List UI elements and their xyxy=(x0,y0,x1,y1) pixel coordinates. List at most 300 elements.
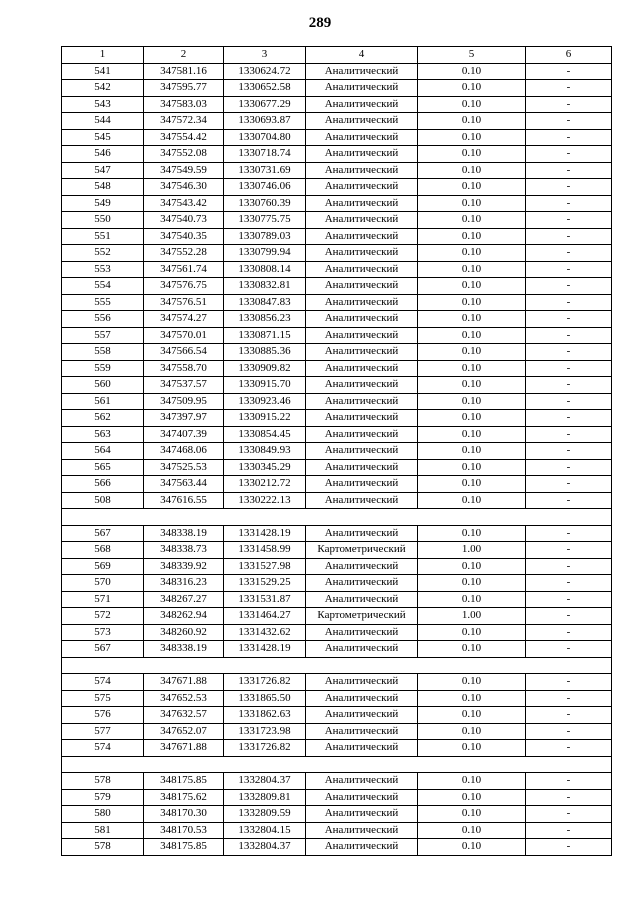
cell-col-2: 347652.53 xyxy=(144,690,224,707)
cell-col-1: 542 xyxy=(62,80,144,97)
cell-col-4: Аналитический xyxy=(306,63,418,80)
header-row xyxy=(62,47,612,64)
cell-col-5: 0.10 xyxy=(418,377,526,394)
cell-col-3: 1331529.25 xyxy=(224,575,306,592)
cell-col-3: 1331723.98 xyxy=(224,723,306,740)
cell-col-2: 347546.30 xyxy=(144,179,224,196)
table-row xyxy=(62,377,612,394)
cell-col-1: 543 xyxy=(62,96,144,113)
cell-col-1: 579 xyxy=(62,789,144,806)
cell-col-6: - xyxy=(526,179,612,196)
cell-col-1: 562 xyxy=(62,410,144,427)
cell-col-5: 0.10 xyxy=(418,410,526,427)
cell-col-2: 347537.57 xyxy=(144,377,224,394)
cell-col-2: 347554.42 xyxy=(144,129,224,146)
cell-col-6: - xyxy=(526,641,612,658)
cell-col-5: 0.10 xyxy=(418,344,526,361)
cell-col-3: 1331428.19 xyxy=(224,525,306,542)
cell-col-5: 0.10 xyxy=(418,212,526,229)
cell-col-3: 1330693.87 xyxy=(224,113,306,130)
cell-col-5: 0.10 xyxy=(418,789,526,806)
cell-col-5: 1.00 xyxy=(418,542,526,559)
cell-col-2: 347570.01 xyxy=(144,327,224,344)
cell-col-5: 0.10 xyxy=(418,245,526,262)
cell-col-2: 347549.59 xyxy=(144,162,224,179)
table-row xyxy=(62,162,612,179)
cell-col-2: 348175.62 xyxy=(144,789,224,806)
cell-col-5: 0.10 xyxy=(418,525,526,542)
cell-col-5: 0.10 xyxy=(418,80,526,97)
separator-cell xyxy=(62,756,612,773)
cell-col-3: 1331865.50 xyxy=(224,690,306,707)
cell-col-5: 0.10 xyxy=(418,294,526,311)
cell-col-1: 571 xyxy=(62,591,144,608)
cell-col-2: 347397.97 xyxy=(144,410,224,427)
cell-col-5: 0.10 xyxy=(418,459,526,476)
table-row xyxy=(62,278,612,295)
cell-col-5: 0.10 xyxy=(418,443,526,460)
cell-col-6: - xyxy=(526,146,612,163)
table-row xyxy=(62,113,612,130)
cell-col-1: 547 xyxy=(62,162,144,179)
cell-col-2: 348339.92 xyxy=(144,558,224,575)
cell-col-5: 0.10 xyxy=(418,839,526,856)
table-row xyxy=(62,63,612,80)
table-row xyxy=(62,624,612,641)
column-header-5: 5 xyxy=(418,47,526,64)
cell-col-3: 1332804.37 xyxy=(224,839,306,856)
column-header-1: 1 xyxy=(62,47,144,64)
cell-col-6: - xyxy=(526,113,612,130)
cell-col-2: 347407.39 xyxy=(144,426,224,443)
cell-col-2: 348338.19 xyxy=(144,525,224,542)
cell-col-6: - xyxy=(526,311,612,328)
cell-col-2: 347595.77 xyxy=(144,80,224,97)
cell-col-6: - xyxy=(526,558,612,575)
cell-col-6: - xyxy=(526,542,612,559)
cell-col-3: 1331527.98 xyxy=(224,558,306,575)
cell-col-3: 1330789.03 xyxy=(224,228,306,245)
cell-col-1: 564 xyxy=(62,443,144,460)
cell-col-1: 574 xyxy=(62,674,144,691)
cell-col-4: Аналитический xyxy=(306,773,418,790)
cell-col-1: 573 xyxy=(62,624,144,641)
cell-col-6: - xyxy=(526,707,612,724)
table-row xyxy=(62,80,612,97)
table-row xyxy=(62,311,612,328)
cell-col-1: 569 xyxy=(62,558,144,575)
cell-col-4: Аналитический xyxy=(306,245,418,262)
cell-col-2: 348262.94 xyxy=(144,608,224,625)
cell-col-2: 348175.85 xyxy=(144,773,224,790)
cell-col-3: 1331432.62 xyxy=(224,624,306,641)
cell-col-6: - xyxy=(526,476,612,493)
cell-col-3: 1332809.81 xyxy=(224,789,306,806)
cell-col-3: 1330677.29 xyxy=(224,96,306,113)
separator-cell xyxy=(62,509,612,526)
cell-col-5: 0.10 xyxy=(418,773,526,790)
cell-col-4: Аналитический xyxy=(306,360,418,377)
cell-col-3: 1330775.75 xyxy=(224,212,306,229)
cell-col-5: 0.10 xyxy=(418,806,526,823)
table-row xyxy=(62,542,612,559)
cell-col-4: Аналитический xyxy=(306,591,418,608)
cell-col-3: 1330624.72 xyxy=(224,63,306,80)
cell-col-4: Аналитический xyxy=(306,426,418,443)
cell-col-6: - xyxy=(526,806,612,823)
table-row xyxy=(62,740,612,757)
cell-col-3: 1330808.14 xyxy=(224,261,306,278)
cell-col-2: 347543.42 xyxy=(144,195,224,212)
cell-col-1: 550 xyxy=(62,212,144,229)
separator-cell xyxy=(62,657,612,674)
cell-col-2: 347572.34 xyxy=(144,113,224,130)
cell-col-6: - xyxy=(526,674,612,691)
cell-col-5: 0.10 xyxy=(418,261,526,278)
cell-col-6: - xyxy=(526,773,612,790)
cell-col-6: - xyxy=(526,723,612,740)
table-row xyxy=(62,773,612,790)
cell-col-1: 576 xyxy=(62,707,144,724)
cell-col-3: 1330915.70 xyxy=(224,377,306,394)
column-header-6: 6 xyxy=(526,47,612,64)
cell-col-6: - xyxy=(526,839,612,856)
table-row xyxy=(62,228,612,245)
cell-col-5: 0.10 xyxy=(418,162,526,179)
cell-col-3: 1330652.58 xyxy=(224,80,306,97)
cell-col-6: - xyxy=(526,624,612,641)
cell-col-1: 565 xyxy=(62,459,144,476)
cell-col-4: Аналитический xyxy=(306,707,418,724)
cell-col-2: 348170.53 xyxy=(144,822,224,839)
cell-col-1: 544 xyxy=(62,113,144,130)
cell-col-5: 0.10 xyxy=(418,476,526,493)
cell-col-6: - xyxy=(526,245,612,262)
cell-col-6: - xyxy=(526,690,612,707)
cell-col-1: 541 xyxy=(62,63,144,80)
cell-col-3: 1330222.13 xyxy=(224,492,306,509)
cell-col-6: - xyxy=(526,212,612,229)
cell-col-2: 347574.27 xyxy=(144,311,224,328)
cell-col-5: 0.10 xyxy=(418,327,526,344)
cell-col-4: Аналитический xyxy=(306,146,418,163)
cell-col-1: 560 xyxy=(62,377,144,394)
cell-col-3: 1330909.82 xyxy=(224,360,306,377)
table-row xyxy=(62,476,612,493)
cell-col-2: 347509.95 xyxy=(144,393,224,410)
table-row xyxy=(62,459,612,476)
cell-col-5: 0.10 xyxy=(418,558,526,575)
cell-col-4: Аналитический xyxy=(306,212,418,229)
cell-col-1: 558 xyxy=(62,344,144,361)
table-row xyxy=(62,96,612,113)
cell-col-5: 0.10 xyxy=(418,723,526,740)
cell-col-1: 570 xyxy=(62,575,144,592)
cell-col-2: 347652.07 xyxy=(144,723,224,740)
cell-col-3: 1330731.69 xyxy=(224,162,306,179)
cell-col-6: - xyxy=(526,393,612,410)
cell-col-4: Аналитический xyxy=(306,558,418,575)
cell-col-2: 347552.28 xyxy=(144,245,224,262)
cell-col-1: 566 xyxy=(62,476,144,493)
cell-col-1: 557 xyxy=(62,327,144,344)
cell-col-4: Аналитический xyxy=(306,278,418,295)
cell-col-5: 0.10 xyxy=(418,690,526,707)
cell-col-6: - xyxy=(526,575,612,592)
table-row xyxy=(62,360,612,377)
table-row xyxy=(62,822,612,839)
cell-col-5: 0.10 xyxy=(418,129,526,146)
cell-col-6: - xyxy=(526,426,612,443)
cell-col-1: 553 xyxy=(62,261,144,278)
cell-col-4: Аналитический xyxy=(306,443,418,460)
table-row xyxy=(62,261,612,278)
cell-col-1: 556 xyxy=(62,311,144,328)
table-row xyxy=(62,426,612,443)
cell-col-6: - xyxy=(526,377,612,394)
table-row xyxy=(62,641,612,658)
table-row xyxy=(62,690,612,707)
cell-col-3: 1330871.15 xyxy=(224,327,306,344)
cell-col-3: 1330799.94 xyxy=(224,245,306,262)
table-row xyxy=(62,591,612,608)
cell-col-1: 548 xyxy=(62,179,144,196)
cell-col-1: 574 xyxy=(62,740,144,757)
cell-col-3: 1330856.23 xyxy=(224,311,306,328)
cell-col-2: 348170.30 xyxy=(144,806,224,823)
table-row xyxy=(62,443,612,460)
cell-col-1: 546 xyxy=(62,146,144,163)
cell-col-4: Аналитический xyxy=(306,789,418,806)
cell-col-3: 1331862.63 xyxy=(224,707,306,724)
cell-col-1: 567 xyxy=(62,525,144,542)
cell-col-4: Аналитический xyxy=(306,690,418,707)
cell-col-4: Аналитический xyxy=(306,311,418,328)
cell-col-2: 347576.51 xyxy=(144,294,224,311)
cell-col-3: 1332804.37 xyxy=(224,773,306,790)
cell-col-6: - xyxy=(526,261,612,278)
cell-col-2: 347540.73 xyxy=(144,212,224,229)
cell-col-1: 549 xyxy=(62,195,144,212)
cell-col-2: 347552.08 xyxy=(144,146,224,163)
cell-col-4: Аналитический xyxy=(306,294,418,311)
cell-col-4: Аналитический xyxy=(306,575,418,592)
cell-col-1: 551 xyxy=(62,228,144,245)
table-row xyxy=(62,195,612,212)
cell-col-3: 1331428.19 xyxy=(224,641,306,658)
cell-col-3: 1331458.99 xyxy=(224,542,306,559)
cell-col-5: 0.10 xyxy=(418,179,526,196)
cell-col-5: 0.10 xyxy=(418,113,526,130)
cell-col-5: 0.10 xyxy=(418,278,526,295)
cell-col-1: 578 xyxy=(62,839,144,856)
cell-col-6: - xyxy=(526,740,612,757)
table-row xyxy=(62,723,612,740)
coordinates-table xyxy=(61,46,612,856)
cell-col-4: Аналитический xyxy=(306,410,418,427)
column-header-4: 4 xyxy=(306,47,418,64)
cell-col-4: Аналитический xyxy=(306,492,418,509)
table-row xyxy=(62,245,612,262)
cell-col-4: Аналитический xyxy=(306,723,418,740)
cell-col-5: 0.10 xyxy=(418,624,526,641)
cell-col-1: 568 xyxy=(62,542,144,559)
cell-col-1: 567 xyxy=(62,641,144,658)
cell-col-2: 347616.55 xyxy=(144,492,224,509)
cell-col-3: 1330212.72 xyxy=(224,476,306,493)
table-row xyxy=(62,492,612,509)
cell-col-2: 348175.85 xyxy=(144,839,224,856)
cell-col-3: 1330854.45 xyxy=(224,426,306,443)
cell-col-5: 0.10 xyxy=(418,63,526,80)
cell-col-3: 1330923.46 xyxy=(224,393,306,410)
cell-col-3: 1332804.15 xyxy=(224,822,306,839)
table-row xyxy=(62,410,612,427)
cell-col-2: 347468.06 xyxy=(144,443,224,460)
cell-col-4: Аналитический xyxy=(306,129,418,146)
table-row xyxy=(62,707,612,724)
cell-col-1: 554 xyxy=(62,278,144,295)
cell-col-2: 347540.35 xyxy=(144,228,224,245)
cell-col-4: Аналитический xyxy=(306,195,418,212)
table-row xyxy=(62,393,612,410)
cell-col-4: Аналитический xyxy=(306,377,418,394)
table-row xyxy=(62,146,612,163)
table-separator-row xyxy=(62,657,612,674)
cell-col-2: 348260.92 xyxy=(144,624,224,641)
cell-col-2: 348267.27 xyxy=(144,591,224,608)
cell-col-4: Аналитический xyxy=(306,459,418,476)
cell-col-3: 1330849.93 xyxy=(224,443,306,460)
cell-col-2: 348316.23 xyxy=(144,575,224,592)
cell-col-3: 1331464.27 xyxy=(224,608,306,625)
cell-col-5: 0.10 xyxy=(418,740,526,757)
cell-col-3: 1331531.87 xyxy=(224,591,306,608)
cell-col-5: 0.10 xyxy=(418,195,526,212)
cell-col-6: - xyxy=(526,195,612,212)
cell-col-4: Аналитический xyxy=(306,624,418,641)
cell-col-2: 347581.16 xyxy=(144,63,224,80)
cell-col-1: 561 xyxy=(62,393,144,410)
cell-col-6: - xyxy=(526,294,612,311)
cell-col-2: 347558.70 xyxy=(144,360,224,377)
cell-col-4: Аналитический xyxy=(306,344,418,361)
cell-col-2: 347566.54 xyxy=(144,344,224,361)
table-separator-row xyxy=(62,509,612,526)
cell-col-1: 563 xyxy=(62,426,144,443)
cell-col-1: 559 xyxy=(62,360,144,377)
cell-col-2: 347671.88 xyxy=(144,740,224,757)
cell-col-2: 347525.53 xyxy=(144,459,224,476)
cell-col-4: Аналитический xyxy=(306,228,418,245)
cell-col-2: 348338.19 xyxy=(144,641,224,658)
cell-col-4: Аналитический xyxy=(306,525,418,542)
cell-col-4: Аналитический xyxy=(306,162,418,179)
table-row xyxy=(62,327,612,344)
table-separator-row xyxy=(62,756,612,773)
cell-col-3: 1330915.22 xyxy=(224,410,306,427)
cell-col-6: - xyxy=(526,492,612,509)
cell-col-2: 347632.57 xyxy=(144,707,224,724)
cell-col-4: Аналитический xyxy=(306,261,418,278)
cell-col-3: 1330760.39 xyxy=(224,195,306,212)
table-body xyxy=(62,63,612,855)
cell-col-1: 508 xyxy=(62,492,144,509)
cell-col-5: 0.10 xyxy=(418,96,526,113)
cell-col-3: 1331726.82 xyxy=(224,740,306,757)
cell-col-1: 575 xyxy=(62,690,144,707)
cell-col-5: 0.10 xyxy=(418,707,526,724)
cell-col-2: 347583.03 xyxy=(144,96,224,113)
cell-col-4: Аналитический xyxy=(306,822,418,839)
column-header-2: 2 xyxy=(144,47,224,64)
cell-col-6: - xyxy=(526,410,612,427)
cell-col-4: Аналитический xyxy=(306,839,418,856)
cell-col-5: 0.10 xyxy=(418,311,526,328)
cell-col-6: - xyxy=(526,591,612,608)
table-row xyxy=(62,575,612,592)
cell-col-1: 555 xyxy=(62,294,144,311)
cell-col-6: - xyxy=(526,822,612,839)
table-row xyxy=(62,525,612,542)
cell-col-5: 0.10 xyxy=(418,674,526,691)
cell-col-5: 0.10 xyxy=(418,393,526,410)
cell-col-5: 0.10 xyxy=(418,492,526,509)
cell-col-3: 1330704.80 xyxy=(224,129,306,146)
cell-col-3: 1330746.06 xyxy=(224,179,306,196)
cell-col-6: - xyxy=(526,129,612,146)
cell-col-6: - xyxy=(526,80,612,97)
cell-col-6: - xyxy=(526,344,612,361)
cell-col-6: - xyxy=(526,525,612,542)
cell-col-2: 347561.74 xyxy=(144,261,224,278)
table-row xyxy=(62,344,612,361)
cell-col-3: 1331726.82 xyxy=(224,674,306,691)
cell-col-6: - xyxy=(526,459,612,476)
cell-col-1: 572 xyxy=(62,608,144,625)
cell-col-5: 0.10 xyxy=(418,641,526,658)
cell-col-6: - xyxy=(526,228,612,245)
cell-col-6: - xyxy=(526,278,612,295)
cell-col-1: 581 xyxy=(62,822,144,839)
cell-col-6: - xyxy=(526,63,612,80)
table-row xyxy=(62,674,612,691)
cell-col-4: Аналитический xyxy=(306,393,418,410)
table-row xyxy=(62,179,612,196)
cell-col-6: - xyxy=(526,96,612,113)
cell-col-5: 0.10 xyxy=(418,822,526,839)
cell-col-1: 545 xyxy=(62,129,144,146)
table-row xyxy=(62,558,612,575)
cell-col-4: Аналитический xyxy=(306,80,418,97)
cell-col-1: 577 xyxy=(62,723,144,740)
cell-col-5: 0.10 xyxy=(418,360,526,377)
cell-col-5: 1.00 xyxy=(418,608,526,625)
cell-col-5: 0.10 xyxy=(418,426,526,443)
cell-col-6: - xyxy=(526,327,612,344)
table-row xyxy=(62,608,612,625)
cell-col-1: 552 xyxy=(62,245,144,262)
cell-col-6: - xyxy=(526,789,612,806)
cell-col-4: Аналитический xyxy=(306,641,418,658)
cell-col-1: 578 xyxy=(62,773,144,790)
table-header xyxy=(62,47,612,64)
cell-col-4: Аналитический xyxy=(306,113,418,130)
cell-col-3: 1330345.29 xyxy=(224,459,306,476)
cell-col-3: 1330885.36 xyxy=(224,344,306,361)
table-row xyxy=(62,789,612,806)
cell-col-4: Аналитический xyxy=(306,806,418,823)
